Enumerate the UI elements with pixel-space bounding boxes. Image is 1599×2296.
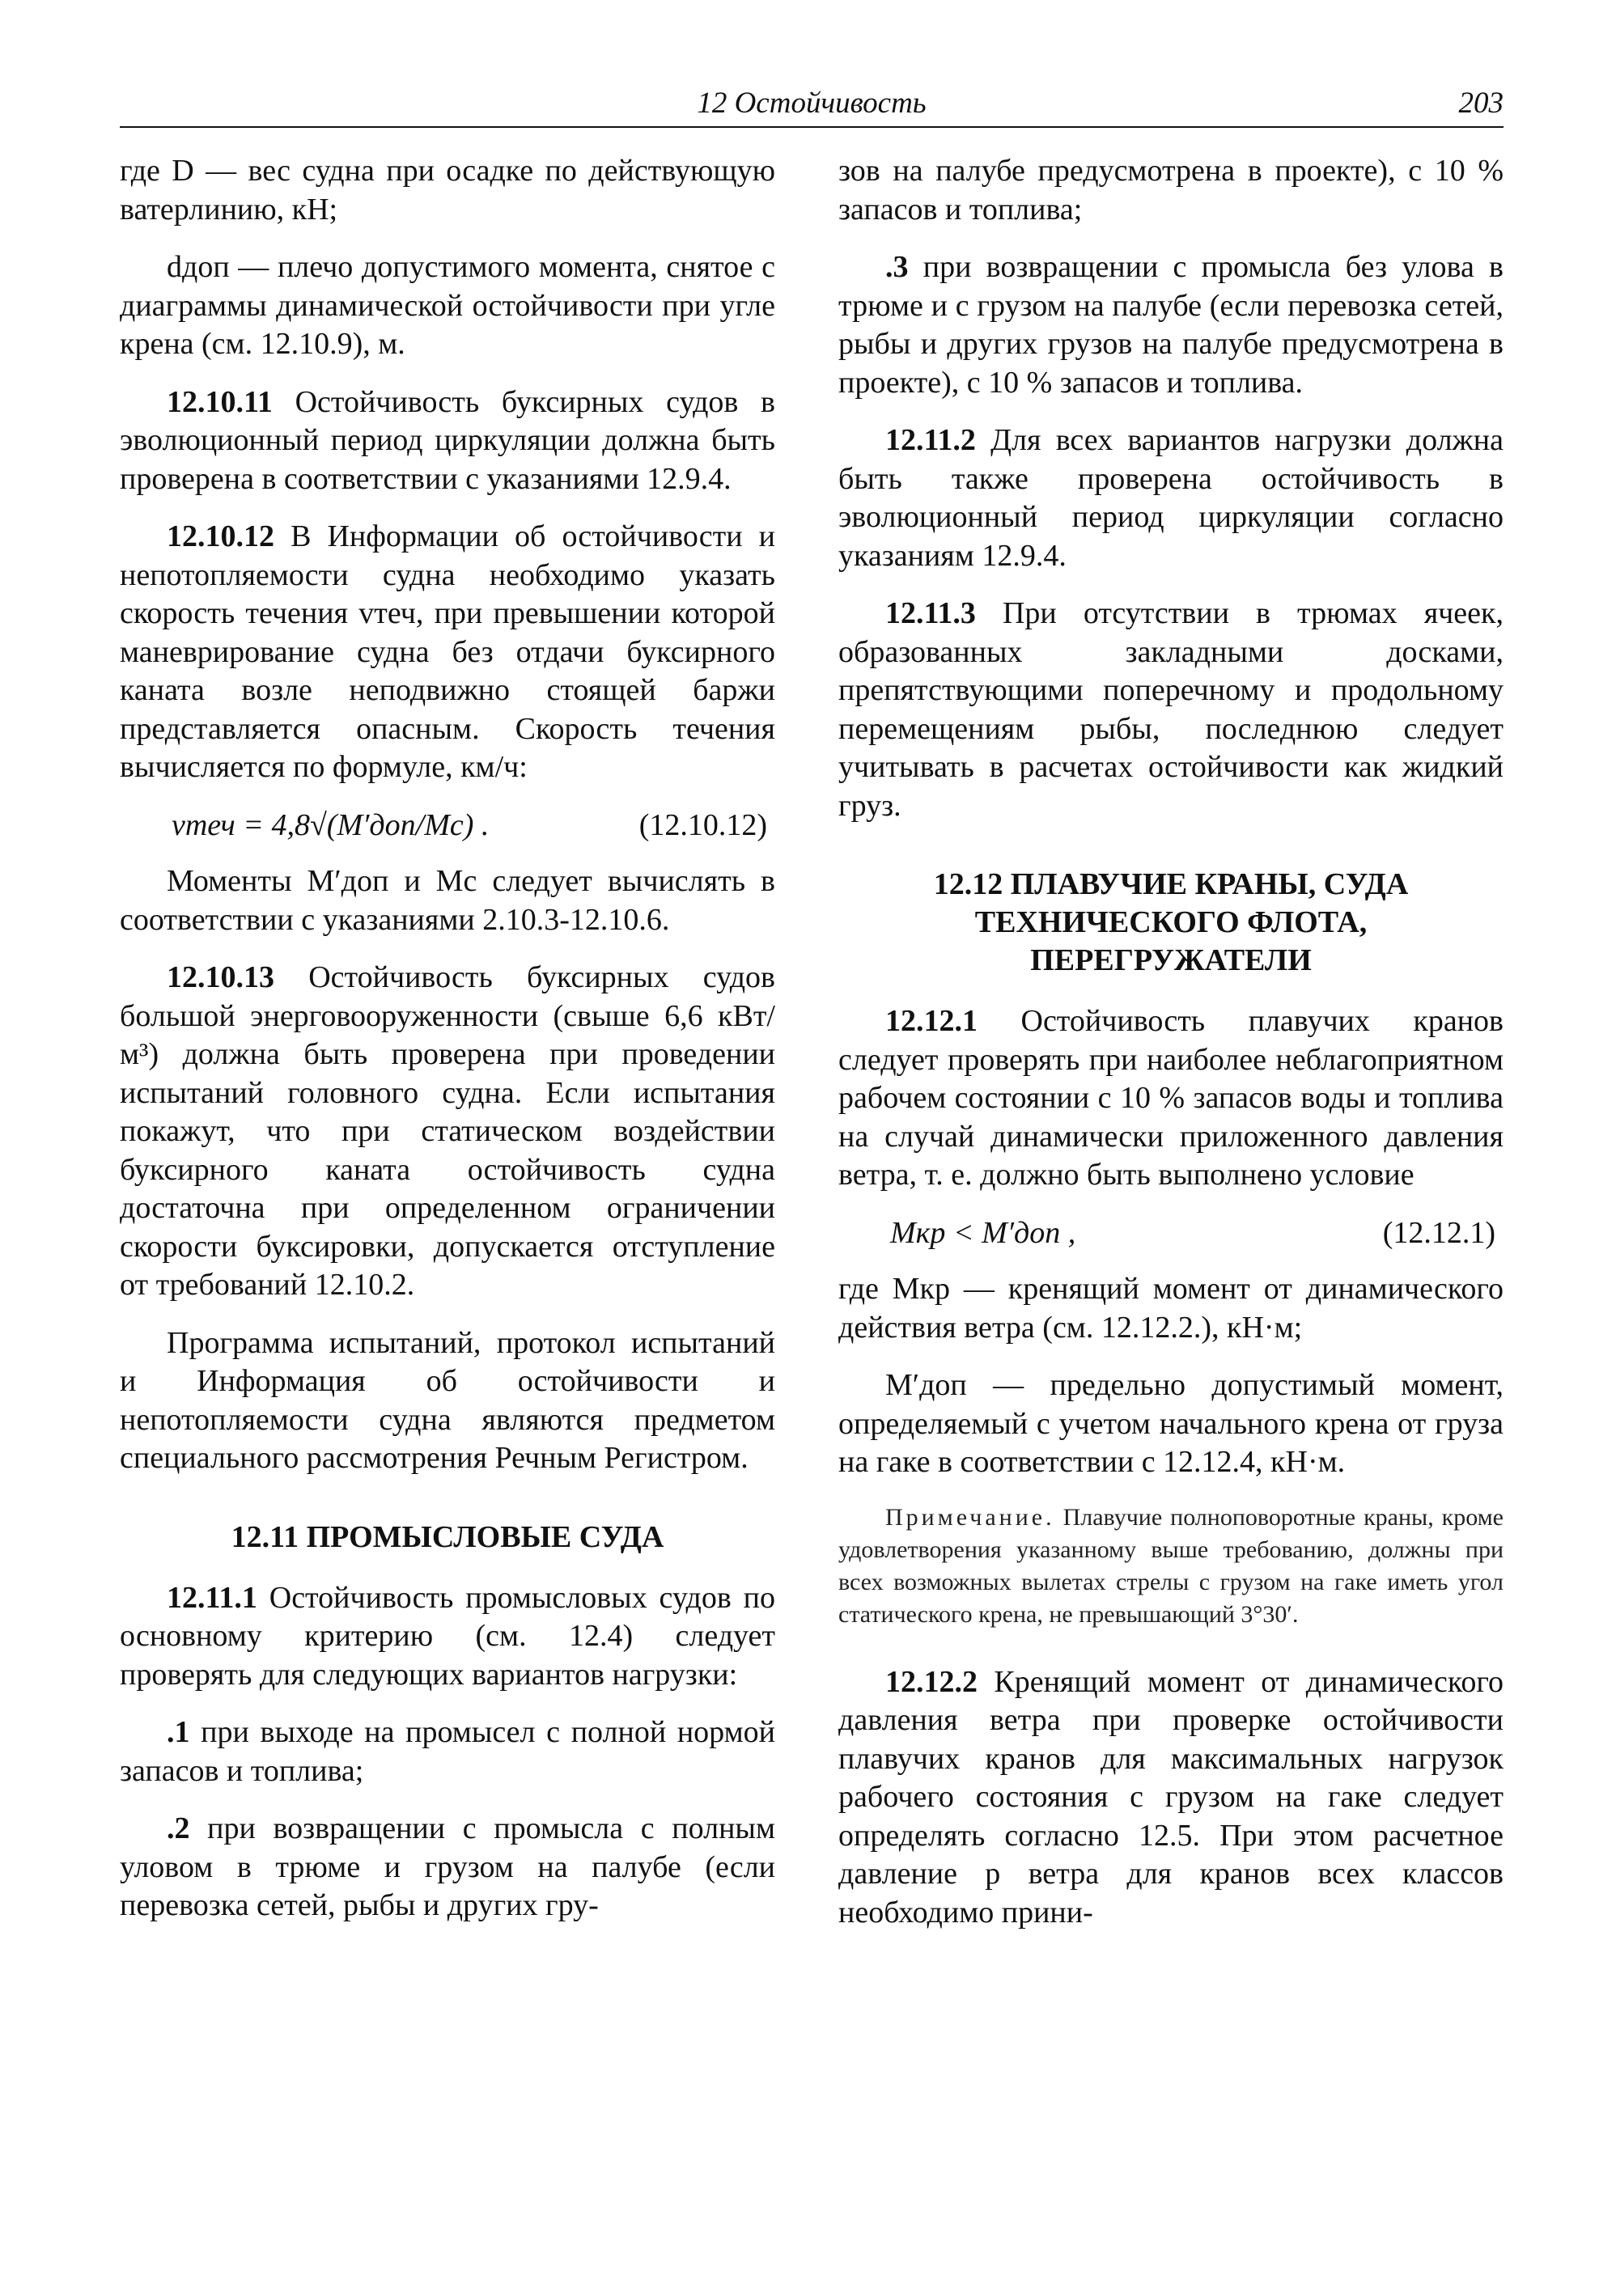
clause-number: 12.10.12 <box>167 519 274 553</box>
section-heading-12-12: 12.12 ПЛАВУЧИЕ КРАНЫ, СУДА ТЕХНИЧЕСКОГО ФЛОТА, ПЕРЕГРУЖАТЕЛИ <box>933 867 1409 977</box>
header-rule <box>120 126 1504 128</box>
clause-number: 12.10.11 <box>167 384 273 419</box>
clause-12-11-2 <box>838 421 1504 575</box>
formula-expression: vтеч = 4,8√(M′доп/Mс) . <box>172 807 490 842</box>
clause-text: Для всех вариантов нагрузки должна быть также проверена остойчивость в эволюционный период циркуляции согласно указаниям 12.9.4. <box>838 423 1504 573</box>
chapter-title: 12 Остойчивость <box>697 87 927 120</box>
list-item-1 <box>120 1714 775 1790</box>
paragraph: dдоп — плечо допустимого момента, снятое с диаграммы динамической остойчивости при угле крена (см. 12.10.9), м. <box>120 250 775 361</box>
clause-text: При отсутствии в трюмах ячеек, образованных закладными досками, препятствующими поперечному и продольному перемещениям рыбы, последнюю следует учитывать в расчетах остойчивости как жидкий груз. <box>838 596 1504 823</box>
item-text: при выходе на промысел с полной нормой запасов и топлива; <box>120 1715 775 1788</box>
list-item-3 <box>838 248 1504 402</box>
paragraph: Программа испытаний, протокол испытаний и Информация об остойчивости и непотопляемости судна являются предметом специального рассмотрения Речным Регистром. <box>120 1325 775 1475</box>
paragraph: где D — вес судна при осадке по действующую ватерлинию, кН; <box>120 154 775 227</box>
clause-number: 12.10.13 <box>167 960 274 994</box>
clause-text: Остойчивость буксирных судов большой энерговооруженности (свыше 6,6 кВт/м³) должна быть проверена при проведении испытаний головного судна. Если испытания покажут, что при статическом воздействии буксирного каната остойчивость судна достаточна при определенном ограничении скорости буксировки, допускается отступление от требований 12.10.2. <box>120 960 775 1302</box>
clause-12-10-11 <box>120 383 775 499</box>
right-column <box>838 152 1504 1932</box>
formula-12-10-12 <box>120 807 775 845</box>
clause-text: Остойчивость промысловых судов по основному критерию (см. 12.4) следует проверять для следующих вариантов нагрузки: <box>120 1580 775 1692</box>
page-number: 203 <box>1458 87 1504 120</box>
clause-12-11-1 <box>120 1579 775 1695</box>
clause-12-12-2 <box>838 1663 1504 1933</box>
clause-number: 12.12.1 <box>885 1004 978 1038</box>
clause-text: Остойчивость плавучих кранов следует проверять при наиболее неблагоприятном рабочем состоянии с 10 % запасов воды и топлива на случай динамически приложенного давления ветра, т. е. должно быть выполнено условие <box>838 1004 1504 1192</box>
formula-number: (12.10.12) <box>638 807 767 842</box>
section-heading-12-11: 12.11 ПРОМЫСЛОВЫЕ СУДА <box>231 1519 664 1554</box>
note-label: Примечание. <box>885 1503 1055 1531</box>
formula-expression: Mкр < M′доп , <box>890 1215 1076 1250</box>
clause-12-10-13 <box>120 959 775 1305</box>
note <box>838 1502 1504 1631</box>
formula-number: (12.12.1) <box>1382 1215 1495 1250</box>
paragraph: зов на палубе предусмотрена в проекте), с 10 % запасов и топлива; <box>838 154 1504 227</box>
formula-12-12-1 <box>838 1214 1504 1253</box>
clause-number: 12.11.1 <box>167 1580 257 1615</box>
paragraph: Моменты M′доп и Mс следует вычислять в соответствии с указаниями 2.10.3-12.10.6. <box>120 864 775 937</box>
clause-number: 12.12.2 <box>885 1664 978 1699</box>
item-number: .3 <box>885 250 909 284</box>
clause-12-10-12 <box>120 518 775 787</box>
paragraph: M′доп — предельно допустимый момент, определяемый с учетом начального крена от груза на гаке в соответствии с 12.12.4, кН·м. <box>838 1368 1504 1479</box>
clause-text: В Информации об остойчивости и непотопляемости судна необходимо указать скорость течения vтеч, при превышении которой маневрирование судна без отдачи буксирного каната возле неподвижно стоящей баржи представляется опасным. Скорость течения вычисляется по формуле, км/ч: <box>120 519 775 784</box>
item-text: при возвращении с промысла без улова в трюме и с грузом на палубе (если перевозка сетей, рыбы и других грузов на палубе предусмотрена в проекте), с 10 % запасов и топлива. <box>838 250 1504 400</box>
clause-number: 12.11.3 <box>885 596 976 630</box>
list-item-2 <box>120 1810 775 1925</box>
clause-12-11-3 <box>838 595 1504 825</box>
item-number: .2 <box>167 1811 190 1845</box>
paragraph: где Mкр — кренящий момент от динамического действия ветра (см. 12.12.2.), кН·м; <box>838 1272 1504 1345</box>
running-header <box>120 81 1504 126</box>
clause-text: Остойчивость буксирных судов в эволюционный период циркуляции должна быть проверена в соответствии с указаниями 12.9.4. <box>120 384 775 496</box>
clause-12-12-1 <box>838 1002 1504 1195</box>
note-text: Плавучие полноповоротные краны, кроме удовлетворения указанному выше требованию, должны при всех возможных вылетах стрелы с грузом на гаке иметь угол статического крена, не превышающий 3°30′. <box>838 1503 1504 1628</box>
item-text: при возвращении с промысла с полным уловом в трюме и грузом на палубе (если перевозка сетей, рыбы и других гру- <box>120 1811 775 1922</box>
item-number: .1 <box>167 1715 190 1749</box>
clause-text: Кренящий момент от динамического давления ветра при проверке остойчивости плавучих кранов для максимальных нагрузок рабочего состояния с грузом на гаке следует определять согласно 12.5. При этом расчетное давление p ветра для кранов всех классов необходимо прини- <box>838 1664 1504 1930</box>
clause-number: 12.11.2 <box>885 423 976 457</box>
left-column <box>120 152 775 1925</box>
